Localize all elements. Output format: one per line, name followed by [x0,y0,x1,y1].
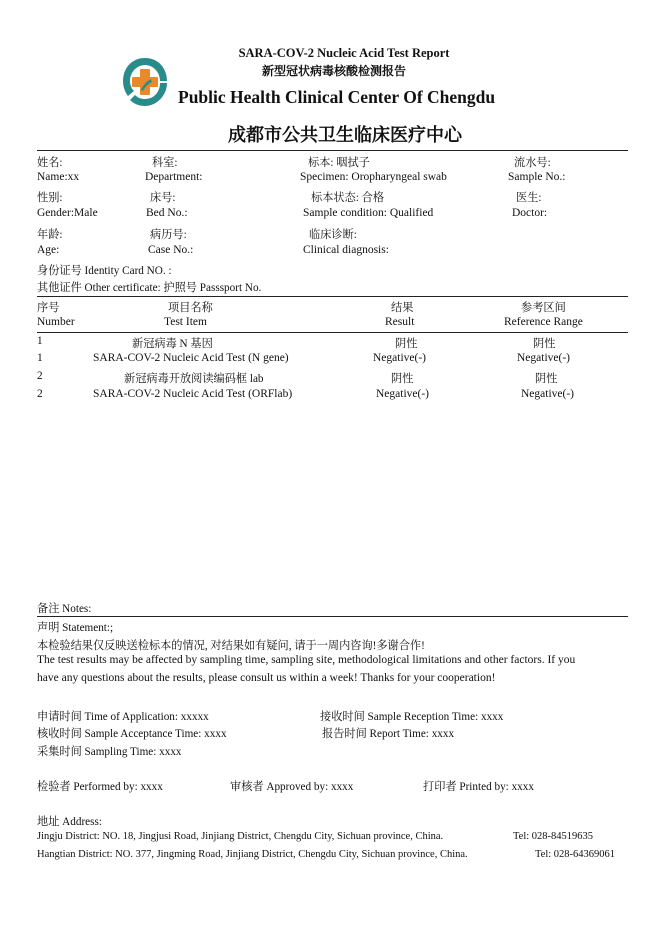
row-result: Negative(-) [376,388,429,400]
statement-en-line2: have any questions about the results, please consult us within a week! Thanks for your cooperation! [37,672,496,684]
col-result-en: Result [385,316,415,328]
row-number: 2 [37,388,43,400]
doctor-label-cn: 医生: [516,192,542,204]
approved-by: 审核者 Approved by: xxxx [230,781,354,793]
col-result-cn: 结果 [391,302,414,314]
diagnosis-label-cn: 临床诊断: [309,229,357,241]
serial-label-cn: 流水号: [514,157,551,169]
tel-hangtian: Tel: 028-64369061 [535,849,616,860]
center-name-en: Public Health Clinical Center Of Chengdu [178,87,496,107]
row-result: 阴性 [391,373,414,385]
row-number: 1 [37,352,43,364]
statement-cn: 本检验结果仅反映送检标本的情况, 对结果如有疑问, 请于一周内咨询!多谢合作! [37,640,425,652]
specimen-value: Specimen: Oropharyngeal swab [300,171,447,183]
condition-label-cn: 标本状态: 合格 [311,192,385,204]
row-range: Negative(-) [517,352,570,364]
other-certificate-label: 其他证件 Other certificate: 护照号 Passsport No. [37,282,262,294]
reception-time: 接收时间 Sample Reception Time: xxxx [320,711,504,723]
gender-label-cn: 性别: [37,192,63,204]
row-number: 2 [37,370,43,382]
department-label-cn: 科室: [152,157,178,169]
sample-no-label: Sample No.: [508,171,566,183]
application-time: 申请时间 Time of Application: xxxxx [37,711,209,723]
case-label-en: Case No.: [148,244,194,256]
name-value: Name:xx [37,171,80,183]
condition-value: Sample condition: Qualified [303,207,434,219]
tel-jingju: Tel: 028-84519635 [513,831,594,842]
row-result: 阴性 [395,338,418,350]
row-item: 新冠病毒开放阅读编码框 lab [124,373,264,385]
bed-label-cn: 床号: [150,192,176,204]
name-label-cn: 姓名: [37,157,63,169]
row-item: SARA-COV-2 Nucleic Acid Test (N gene) [93,352,289,364]
row-range: Negative(-) [521,388,574,400]
notes-label: 备注 Notes: [37,603,92,615]
divider-table-header [37,332,628,333]
diagnosis-label-en: Clinical diagnosis: [303,244,389,256]
col-number-cn: 序号 [37,302,60,314]
specimen-label-cn: 标本: 咽拭子 [308,157,370,169]
row-range: 阴性 [533,338,556,350]
divider-top [37,150,628,151]
col-range-cn: 参考区间 [521,302,566,314]
report-time: 报告时间 Report Time: xxxx [322,728,455,740]
hospital-cross-emblem-icon [119,55,171,109]
report-title-en: SARA-COV-2 Nucleic Acid Test Report [238,46,450,60]
center-name-cn: 成都市公共卫生临床医疗中心 [228,125,462,146]
address-jingju: Jingju District: NO. 18, Jingjusi Road, Jinjiang District, Chengdu City, Sichuan province, China. [37,831,444,842]
address-label: 地址 Address: [37,816,102,828]
address-hangtian: Hangtian District: NO. 377, Jingming Road, Jinjiang District, Chengdu City, Sichuan province, China. [37,849,468,860]
row-item: 新冠病毒 N 基因 [132,338,213,350]
department-label-en: Department: [145,171,203,183]
row-number: 1 [37,335,43,347]
report-title-cn: 新型冠状病毒核酸检测报告 [261,64,406,78]
divider-notes [37,616,628,617]
gender-value: Gender:Male [37,207,98,219]
row-range: 阴性 [535,373,558,385]
col-item-cn: 项目名称 [168,302,213,314]
age-label-cn: 年龄: [37,229,63,241]
col-range-en: Reference Range [504,316,583,328]
divider-table-top [37,296,628,297]
row-item: SARA-COV-2 Nucleic Acid Test (ORFlab) [93,388,293,400]
case-label-cn: 病历号: [150,229,187,241]
id-card-label: 身份证号 Identity Card NO. : [37,265,172,277]
statement-label: 声明 Statement:; [37,622,114,634]
col-number-en: Number [37,316,75,328]
performed-by: 检验者 Performed by: xxxx [37,781,163,793]
doctor-label-en: Doctor: [512,207,548,219]
sampling-time: 采集时间 Sampling Time: xxxx [37,746,182,758]
bed-label-en: Bed No.: [146,207,188,219]
printed-by: 打印者 Printed by: xxxx [423,781,534,793]
age-label-en: Age: [37,244,60,256]
col-item-en: Test Item [164,316,207,328]
acceptance-time: 核收时间 Sample Acceptance Time: xxxx [37,728,227,740]
row-result: Negative(-) [373,352,426,364]
statement-en-line1: The test results may be affected by sampling time, sampling site, methodological limitations and other factors. If you [37,654,576,666]
